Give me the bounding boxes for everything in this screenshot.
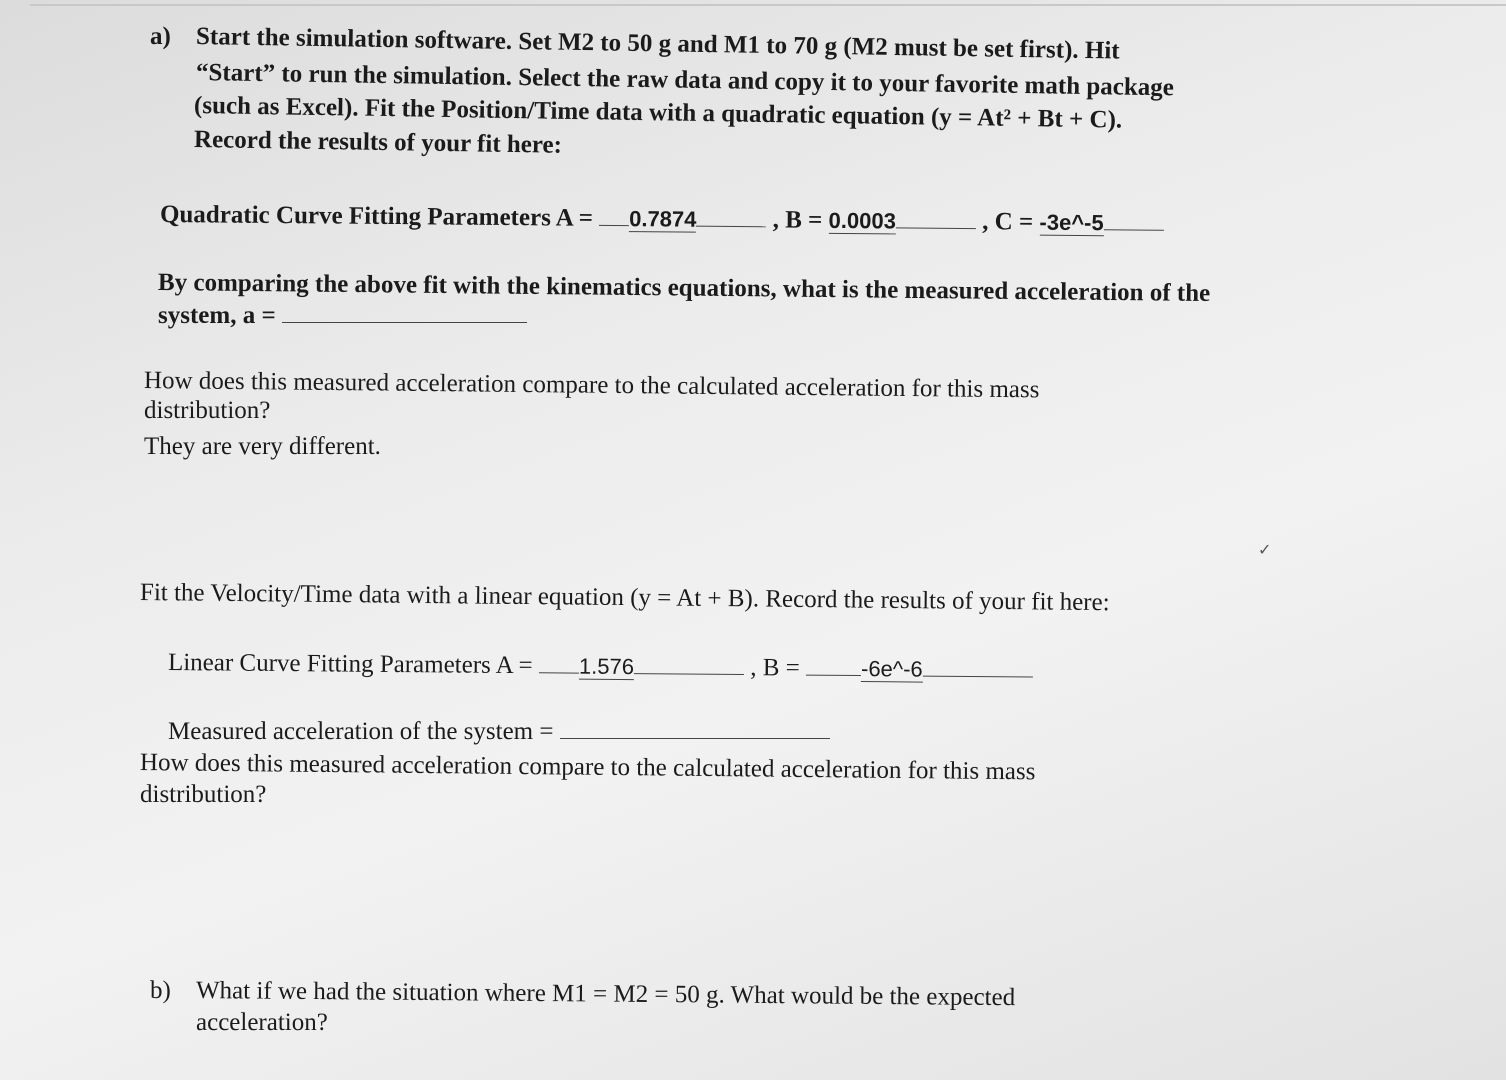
part-a-line-3: (such as Excel). Fit the Position/Time data with a quadratic equation (y = At² + Bt + C). <box>193 92 1123 134</box>
quadratic-c-label: , C = <box>982 208 1034 236</box>
linear-row <box>168 648 1033 686</box>
part-a-line-1: Start the simulation software. Set M2 to 50 g and M1 to 70 g (M2 must be set first). Hit <box>195 23 1120 65</box>
quadratic-b-label: , B = <box>772 206 823 234</box>
linear-b-label: , B = <box>750 654 800 682</box>
part-a-line-4: Record the results of your fit here: <box>193 126 563 159</box>
check-mark-icon: ✓ <box>1258 542 1272 559</box>
measured-label: Measured acceleration of the system = <box>168 718 554 745</box>
kinematics-line-2: system, a = <box>158 302 276 329</box>
part-a-line-2: “Start” to run the simulation. Select the raw data and copy it to your favorite math package <box>195 59 1175 102</box>
part-a-label: a) <box>150 23 171 50</box>
linear-b-blank-tail <box>923 676 1033 678</box>
page-top-edge <box>30 4 1506 6</box>
compare-2-line-1: How does this measured acceleration compare to the calculated acceleration for this mass <box>139 749 1036 786</box>
linear-b-value[interactable]: -6e^-6 <box>860 656 923 682</box>
quadratic-row <box>160 200 1164 239</box>
velocity-instruction: Fit the Velocity/Time data with a linear equation (y = At + B). Record the results of your fit here: <box>139 579 1110 617</box>
measured-row <box>168 714 830 747</box>
linear-a-blank-tail <box>634 673 744 675</box>
measured-acceleration-blank[interactable] <box>560 714 830 739</box>
compare-2-line-2: distribution? <box>140 781 267 808</box>
linear-a-blank-lead <box>539 672 579 673</box>
compare-1-answer: They are very different. <box>144 433 381 460</box>
part-b-label: b) <box>150 977 171 1004</box>
kinematics-line-1: By comparing the above fit with the kinematics equations, what is the measured acceleration of the <box>157 269 1211 308</box>
quadratic-label: Quadratic Curve Fitting Parameters A = <box>159 201 594 232</box>
quadratic-a-value[interactable]: 0.7874 <box>629 206 697 232</box>
linear-a-value[interactable]: 1.576 <box>578 653 635 680</box>
quadratic-b-value[interactable]: 0.0003 <box>828 207 897 234</box>
part-b-line-2: acceleration? <box>196 1009 328 1036</box>
quadratic-b-blank-tail <box>896 227 976 229</box>
quadratic-a-blank-tail <box>696 226 766 228</box>
compare-1-line-2: distribution? <box>144 397 271 424</box>
quadratic-c-blank-tail <box>1104 229 1164 231</box>
linear-b-blank-lead <box>806 675 861 676</box>
acceleration-a-blank[interactable] <box>282 298 527 323</box>
linear-label: Linear Curve Fitting Parameters A = <box>167 649 533 680</box>
kinematics-row <box>158 298 527 331</box>
part-b-line-1: What if we had the situation where M1 = M2 = 50 g. What would be the expected <box>195 977 1016 1012</box>
quadratic-c-value[interactable]: -3e^-5 <box>1039 209 1104 236</box>
compare-1-line-1: How does this measured acceleration compare to the calculated acceleration for this mass <box>143 367 1040 404</box>
quadratic-a-blank-lead <box>599 225 629 226</box>
